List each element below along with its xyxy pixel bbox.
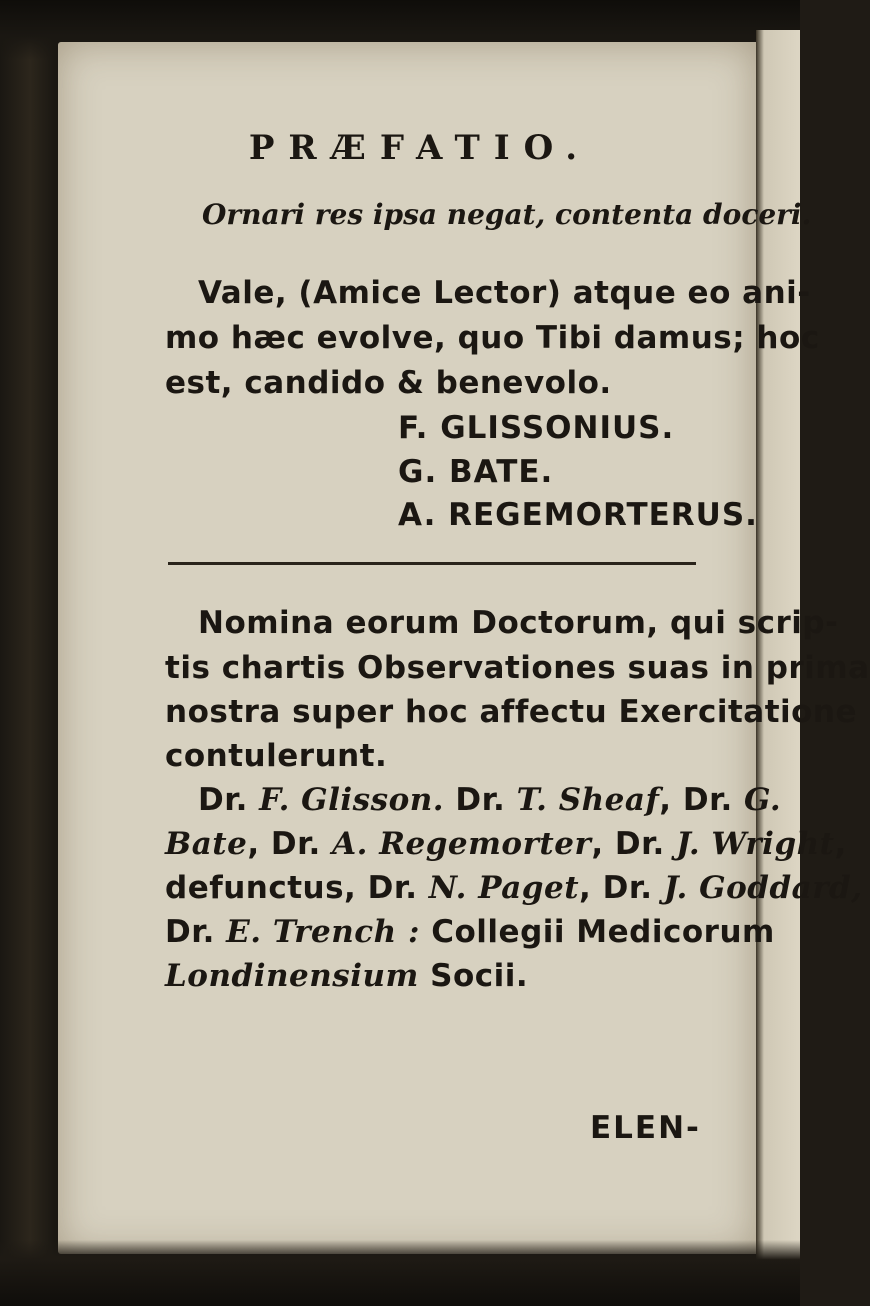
preface-line-2: mo hæc evolve, quo Tibi damus; hoc — [165, 320, 820, 356]
college-city: Londinensium — [165, 958, 419, 994]
doctor-title: Dr. — [165, 914, 227, 950]
motto: Ornari res ipsa negat, contenta doceri. — [202, 198, 812, 231]
signatory-regemorterus: A. REGEMORTERUS. — [398, 497, 758, 533]
doctor-name: E. Trench : — [226, 914, 420, 950]
signatory-glissonius: F. GLISSONIUS. — [398, 410, 675, 446]
doctor-title: , Dr. — [579, 870, 664, 906]
page-header: PRÆFATIO. — [248, 128, 592, 168]
bottom-edge-shadow — [0, 1240, 800, 1306]
catchword: ELEN- — [590, 1110, 701, 1146]
doctors-line-5 — [165, 958, 528, 994]
doctor-name: T. Sheaf — [516, 782, 660, 818]
doctor-name: J. Wright — [676, 826, 835, 862]
doctor-name: N. Paget — [428, 870, 580, 906]
preface-line-3: est, candido & benevolo. — [165, 365, 612, 401]
signatory-bate: G. BATE. — [398, 454, 554, 490]
preface-line-1: Vale, (Amice Lector) atque eo ani- — [198, 275, 811, 311]
doctor-title: , Dr. — [659, 782, 745, 818]
doctor-title: , Dr. — [247, 826, 333, 862]
college-name: Collegii Medicorum — [419, 914, 775, 950]
doctor-name: Bate — [165, 826, 248, 862]
doctor-name: J. Goddard, — [663, 870, 863, 906]
doctor-name: G. — [744, 782, 782, 818]
doctors-line-1 — [198, 782, 781, 818]
section-divider — [168, 562, 696, 565]
socii-word: Socii. — [418, 958, 529, 994]
punctuation: , — [834, 826, 847, 862]
doctors-line-4 — [165, 914, 775, 950]
doctor-title: Dr. — [444, 782, 517, 818]
doctor-name: A. Regemorter — [332, 826, 592, 862]
doctor-name: F. Glisson. — [259, 782, 445, 818]
doctors-line-2 — [165, 826, 847, 862]
names-line-3: nostra super hoc affectu Exercitatione — [165, 694, 858, 730]
doctor-title: , Dr. — [591, 826, 677, 862]
names-line-4: contulerunt. — [165, 738, 388, 774]
names-line-1: Nomina eorum Doctorum, qui scrip- — [198, 605, 839, 641]
names-line-2: tis chartis Observationes suas in prima — [165, 650, 870, 686]
doctor-title: Dr. — [198, 782, 260, 818]
doctor-title: defunctus, Dr. — [165, 870, 429, 906]
doctors-line-3 — [165, 870, 863, 906]
